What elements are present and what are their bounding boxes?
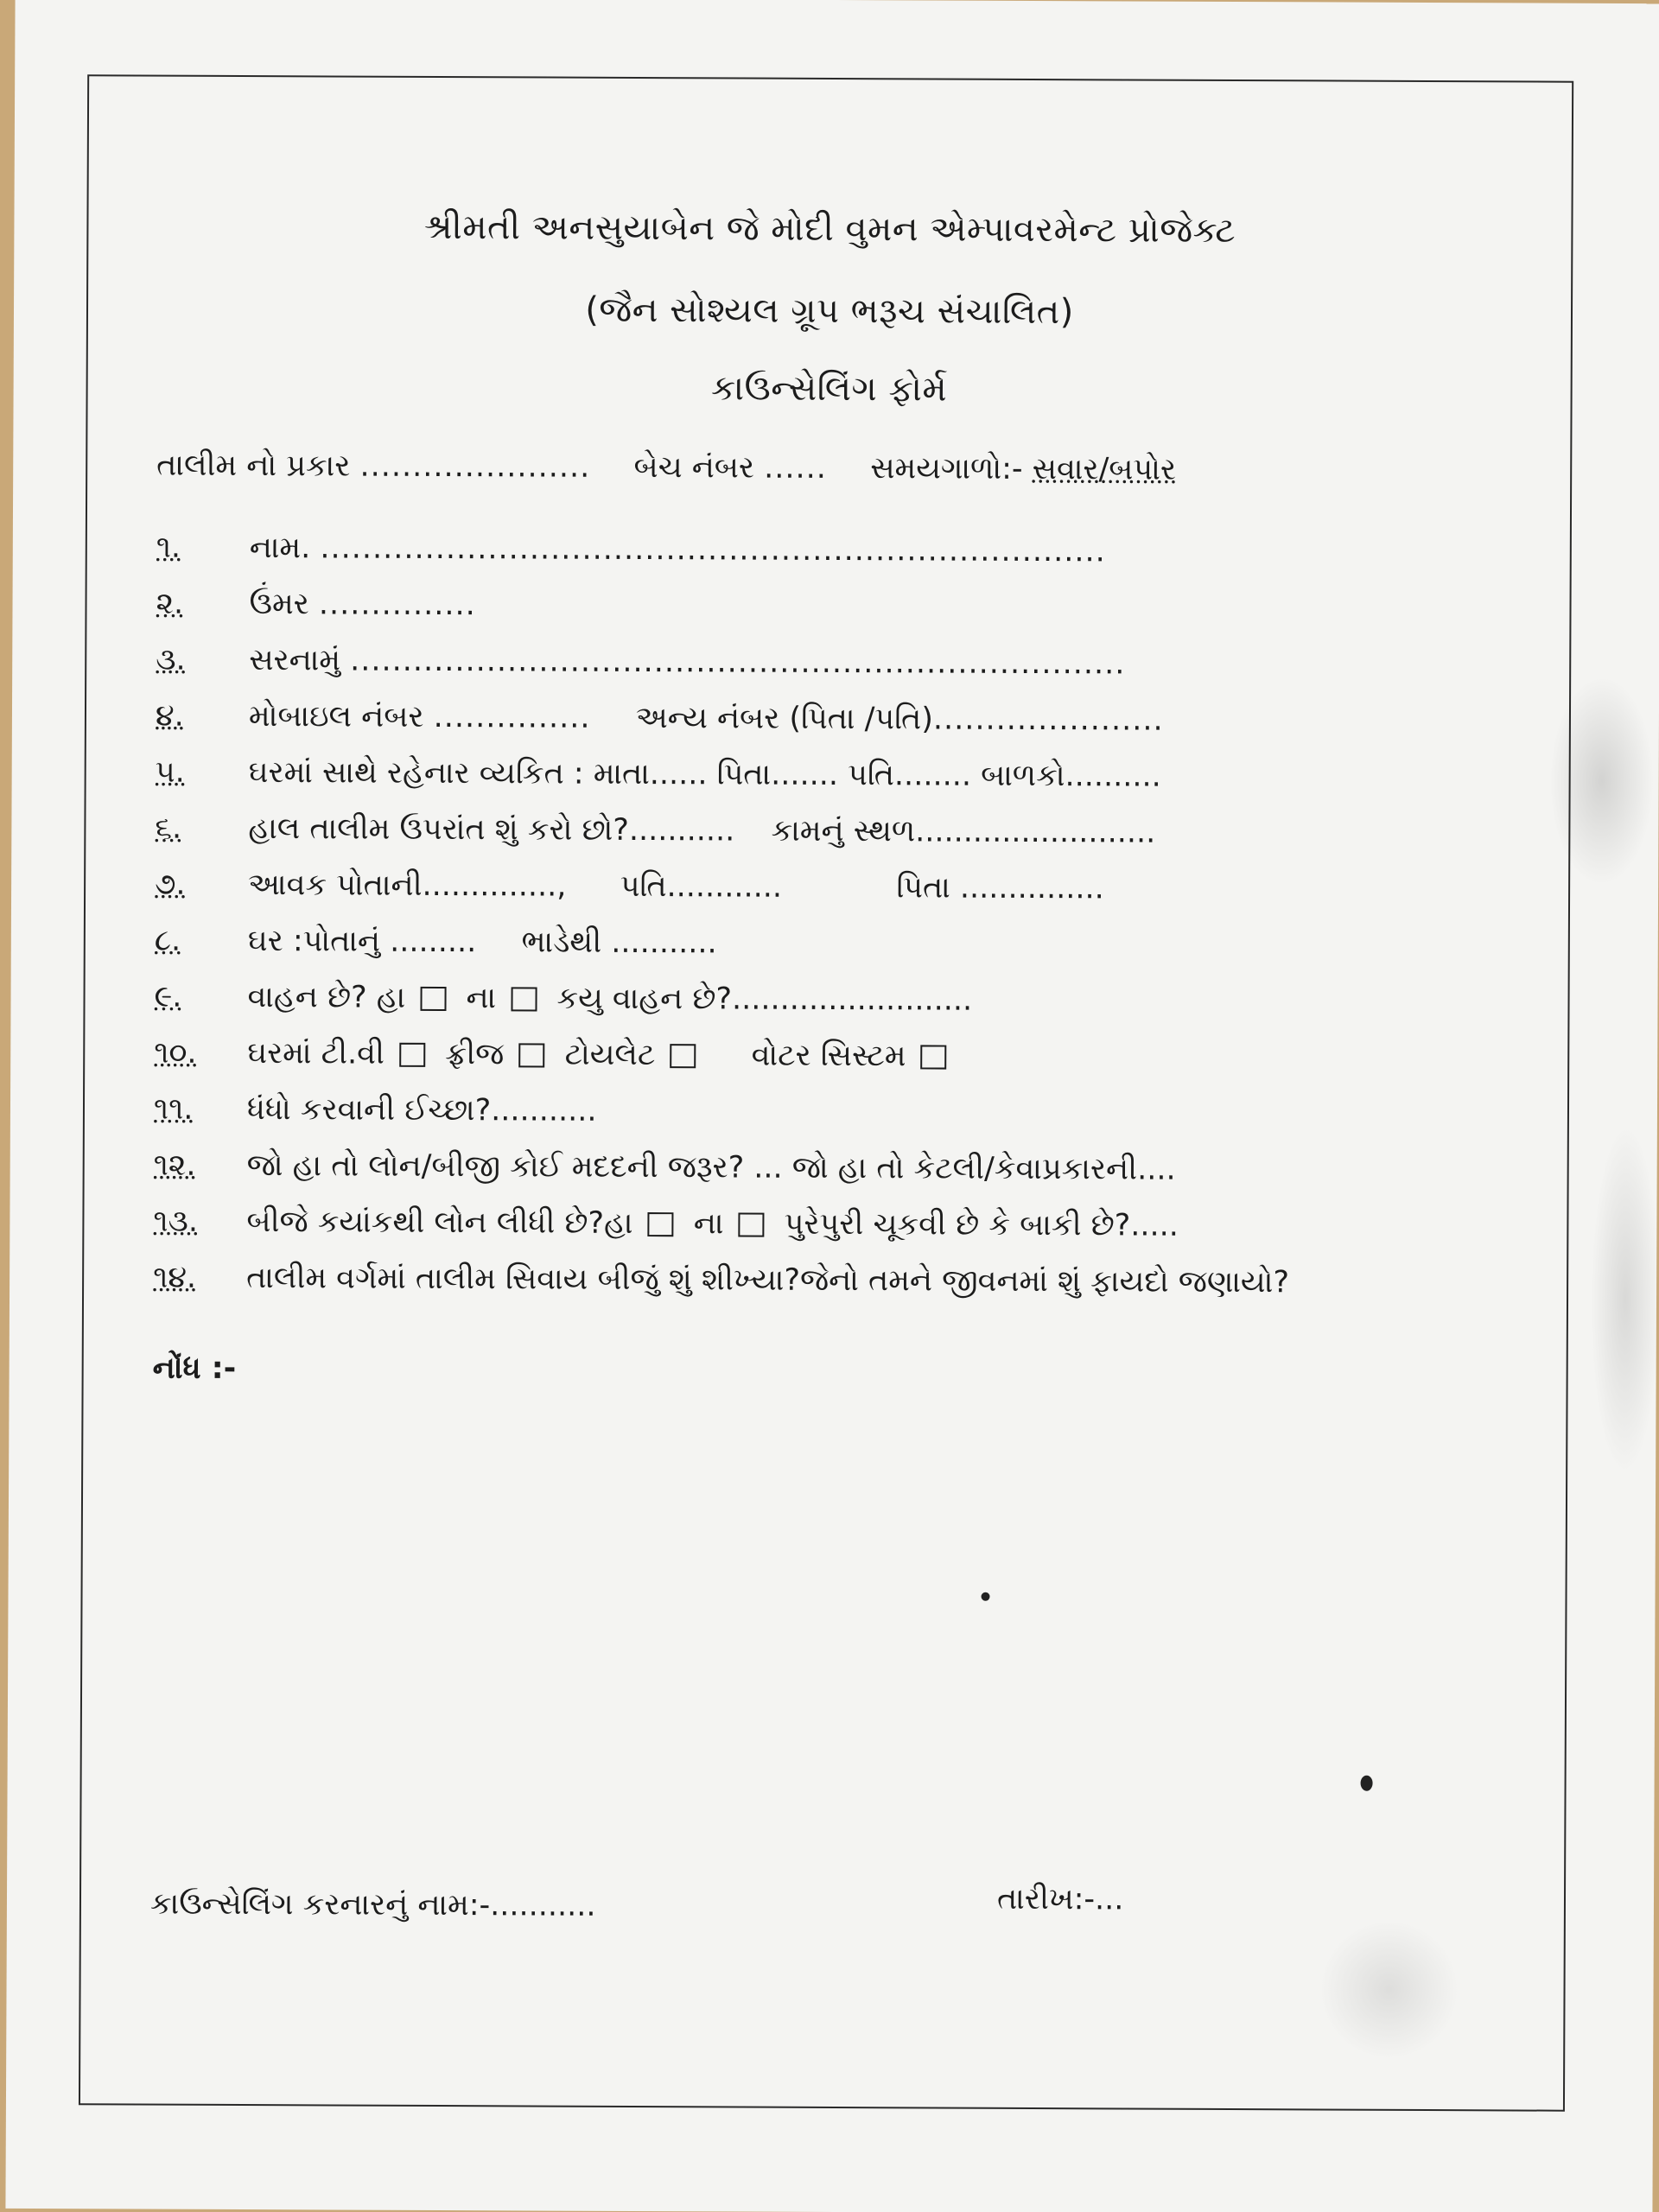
other-number-field[interactable]: ...................... <box>932 702 1164 738</box>
question-10 <box>154 1036 957 1074</box>
time-slot-value[interactable]: સવાર/બપોર <box>1032 451 1177 487</box>
vehicle-no-checkbox[interactable] <box>511 987 537 1011</box>
question-label: ઉંમર <box>249 587 309 622</box>
form-subtitle: (જૈન સોશ્યલ ગ્રૂપ ભરૂચ સંચાલિત) <box>585 289 1074 333</box>
age-field[interactable]: ............... <box>318 587 476 623</box>
question-number: ૬. <box>155 810 182 846</box>
question-11 <box>154 1092 597 1128</box>
ink-speck <box>1361 1776 1373 1791</box>
question-number: ૧૪. <box>153 1260 197 1295</box>
training-type-field[interactable]: ...................... <box>359 448 591 485</box>
question-9 <box>154 980 972 1018</box>
note-label: નોંધ :- <box>152 1351 237 1386</box>
form-border <box>79 74 1573 2111</box>
name-field[interactable]: ........................................................................... <box>320 531 1106 569</box>
question-number: ૧૨. <box>153 1147 196 1183</box>
date-field[interactable]: તારીખ:-... <box>996 1881 1124 1917</box>
other-loan-label: બીજે કયાંકથી લોન લીધી છે?હા <box>246 1205 633 1241</box>
toilet-label: ટોયલેટ <box>564 1037 656 1073</box>
mother-field[interactable]: ઘરમાં સાથે રહેનાર વ્યકિત : માતા...... <box>248 755 708 792</box>
batch-number-label: બેચ નંબર <box>633 449 755 486</box>
tv-checkbox[interactable] <box>399 1043 425 1067</box>
current-work-field[interactable]: હાલ તાલીમ ઉપરાંત શું કરો છો?........... <box>248 811 735 849</box>
other-number-label: અન્ય નંબર (પિતા /પતિ) <box>635 700 933 737</box>
question-8 <box>155 924 717 961</box>
question-6 <box>155 811 1155 850</box>
other-loan-yes-checkbox[interactable] <box>648 1212 674 1236</box>
question-number: ૧. <box>156 530 181 565</box>
own-income-field[interactable]: આવક પોતાની.............., <box>248 868 567 904</box>
top-row <box>156 448 1176 487</box>
vehicle-no-label: ના <box>466 981 497 1016</box>
question-2 <box>156 587 475 623</box>
vehicle-label: વાહન છે? હા <box>247 980 406 1015</box>
father-income-field[interactable]: પિતા ............... <box>896 870 1104 906</box>
question-number: ૮. <box>154 923 181 958</box>
address-field[interactable]: .......................................................................... <box>350 643 1126 682</box>
form-name: કાઉન્સેલિંગ ફોર્મ <box>710 368 948 410</box>
mobile-field[interactable]: ............... <box>433 699 591 735</box>
question-number: ૭. <box>155 867 186 902</box>
question-number: ૫. <box>155 754 185 790</box>
ink-speck <box>982 1592 990 1601</box>
paper-sheet <box>5 0 1659 2212</box>
husband-income-field[interactable]: પતિ............ <box>620 868 783 905</box>
vehicle-yes-checkbox[interactable] <box>420 987 446 1011</box>
batch-number-field[interactable]: ...... <box>764 450 828 486</box>
training-type-label: તાલીમ નો પ્રકાર <box>156 448 351 484</box>
own-house-field[interactable]: ઘર :પોતાનું ......... <box>247 924 477 960</box>
question-1 <box>156 531 1106 569</box>
vehicle-type-field[interactable]: કયુ વાહન છે?......................... <box>556 981 973 1018</box>
business-wish-field[interactable]: ધંધો કરવાની ઈચ્છા?........... <box>246 1092 597 1128</box>
father-field[interactable]: પિતા....... <box>716 757 839 793</box>
water-system-checkbox[interactable] <box>921 1045 947 1069</box>
question-number: ૯. <box>154 979 182 1014</box>
question-12 <box>154 1148 1176 1187</box>
rented-house-field[interactable]: ભાડેથી ........... <box>521 925 717 961</box>
question-number: ૩. <box>156 642 186 677</box>
learning-benefit-field[interactable]: તાલીમ વર્ગમાં તાલીમ સિવાય બીજું શું શીખ્યા?જેનો તમને જીવનમાં શું ફાયદો જણાયો? <box>246 1261 1290 1300</box>
husband-field[interactable]: પતિ........ <box>848 758 972 793</box>
question-number: ૪. <box>155 698 184 734</box>
water-system-label: વોટર સિસ્ટમ <box>751 1038 906 1074</box>
fridge-label: ફ્રીજ <box>445 1037 505 1072</box>
other-loan-no-checkbox[interactable] <box>739 1213 765 1237</box>
form-title: શ્રીમતી અનસુયાબેન જે મોદી વુમન એમ્પાવરમેન્ટ પ્રોજેક્ટ <box>423 207 1236 251</box>
loan-help-field[interactable]: જો હા તો લોન/બીજી કોઈ મદદની જરૂર? ... જો હા તો કેટલી/કેવાપ્રકારની.... <box>246 1148 1176 1187</box>
question-label: નામ. <box>249 531 311 566</box>
question-7 <box>155 868 1104 906</box>
tv-label: ઘરમાં ટી.વી <box>247 1036 385 1071</box>
children-field[interactable]: બાળકો.......... <box>981 758 1161 794</box>
question-5 <box>156 755 1161 794</box>
question-number: ૧૦. <box>154 1035 197 1071</box>
question-number: ૧૩. <box>153 1204 199 1239</box>
toilet-checkbox[interactable] <box>670 1044 696 1068</box>
question-13 <box>153 1205 1179 1243</box>
question-label: સરનામું <box>249 643 341 678</box>
question-4 <box>156 699 1164 738</box>
counsellor-name-field[interactable]: કાઉન્સેલિંગ કરનારનું નામ:-........... <box>149 1886 596 1923</box>
loan-repaid-field[interactable]: પુરેપુરી ચૂકવી છે કે બાકી છે?..... <box>784 1206 1179 1243</box>
fridge-checkbox[interactable] <box>518 1043 544 1067</box>
question-label: મોબાઇલ નંબર <box>248 699 424 734</box>
time-slot-label: સમયગાળો:- <box>870 451 1023 486</box>
question-number: ૧૧. <box>153 1091 194 1127</box>
question-14 <box>153 1261 1289 1300</box>
question-number: ૨. <box>156 586 184 621</box>
other-loan-no-label: ના <box>693 1206 724 1242</box>
workplace-field[interactable]: કામનું સ્થળ......................... <box>771 813 1156 850</box>
question-3 <box>156 643 1125 682</box>
